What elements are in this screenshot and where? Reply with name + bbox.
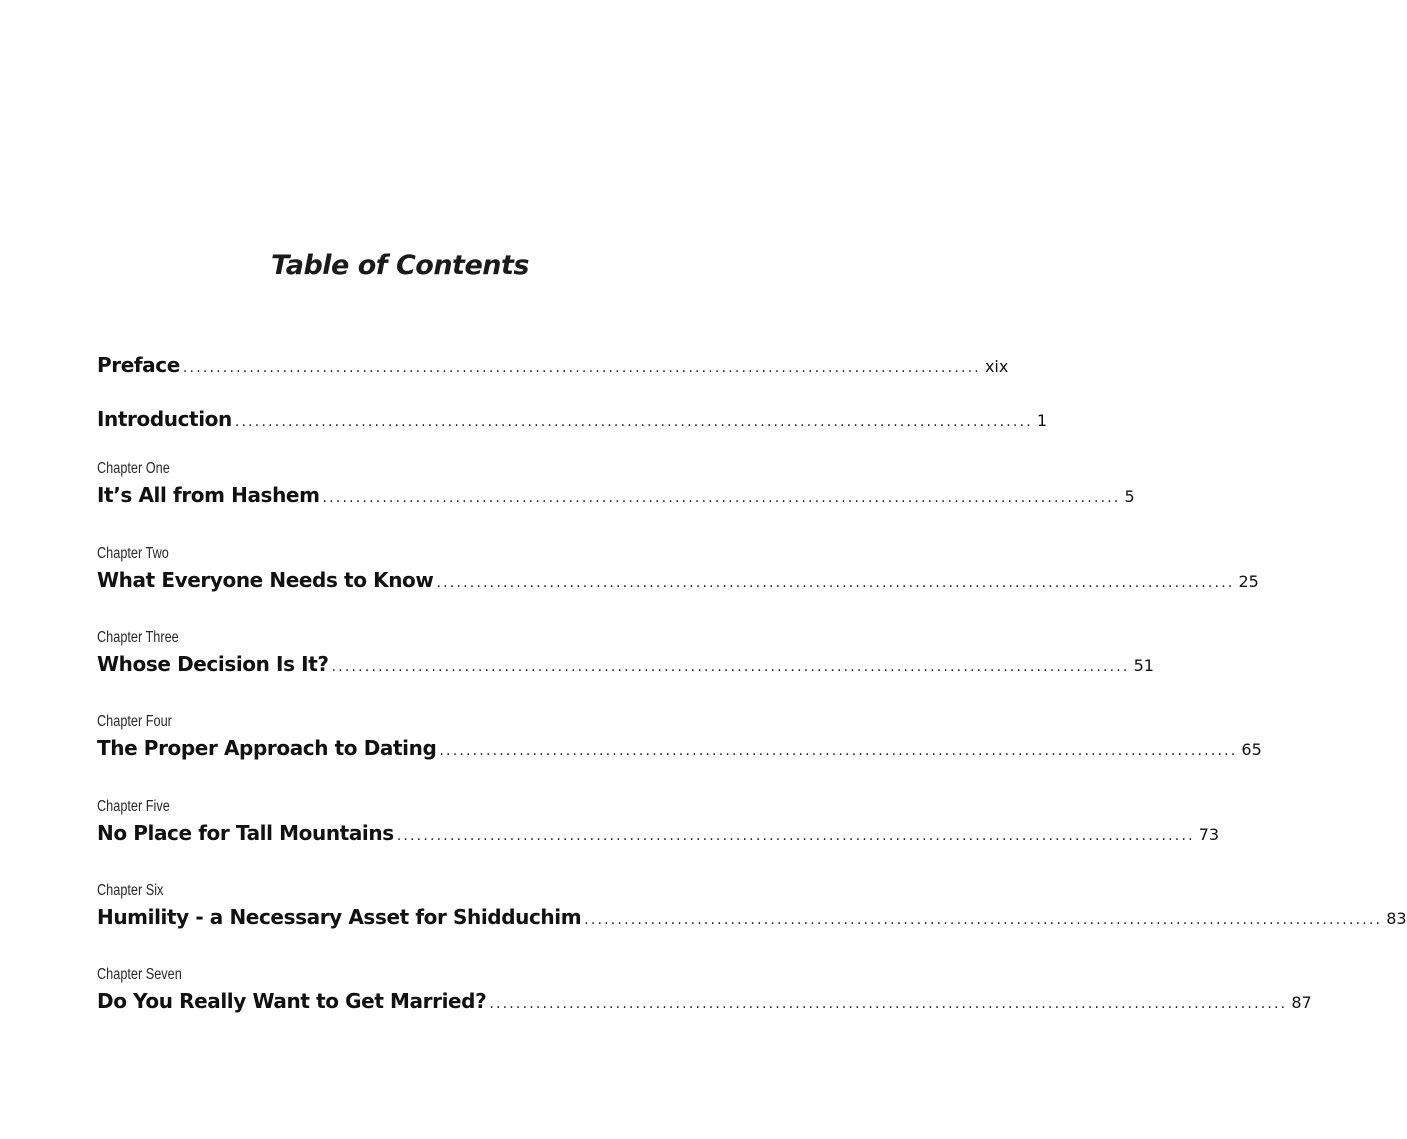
toc-entry-line	[97, 350, 1009, 380]
toc-entry-introduction[interactable]	[97, 404, 1048, 434]
dot-leader: ........................................................................................................................	[489, 996, 1288, 1012]
entry-title: Whose Decision Is It?	[97, 652, 329, 676]
entry-title: It’s All from Hashem	[97, 483, 320, 507]
page-number: 83	[1386, 909, 1407, 928]
entry-title: What Everyone Needs to Know	[97, 568, 434, 592]
toc-entry-line	[97, 480, 1135, 510]
dot-leader: ........................................................................................................................	[322, 490, 1121, 506]
dot-leader: ........................................................................................................................	[331, 659, 1130, 675]
toc-entry-line	[97, 986, 1312, 1016]
chapter-label: Chapter One	[97, 460, 170, 477]
page-number: 1	[1036, 411, 1048, 430]
toc-entry-line	[97, 902, 1407, 932]
chapter-label: Chapter Six	[97, 882, 164, 899]
toc-entry-preface[interactable]	[97, 350, 1009, 380]
toc-entry-line	[97, 565, 1259, 595]
entry-title: Preface	[97, 353, 180, 377]
entry-title: Introduction	[97, 407, 232, 431]
entry-title: The Proper Approach to Dating	[97, 736, 437, 760]
page-number: 87	[1291, 993, 1312, 1012]
entry-title: Humility - a Necessary Asset for Shidduchim	[97, 905, 582, 929]
toc-entry-chapter-7[interactable]	[97, 964, 1312, 1016]
toc-entry-line	[97, 818, 1220, 848]
dot-leader: ........................................................................................................................	[234, 414, 1033, 430]
chapter-label: Chapter Three	[97, 629, 179, 646]
dot-leader: ........................................................................................................................	[439, 743, 1238, 759]
toc-entry-chapter-6[interactable]	[97, 880, 1407, 932]
page-number: 65	[1241, 740, 1262, 759]
chapter-label: Chapter Four	[97, 713, 172, 730]
toc-entry-chapter-5[interactable]	[97, 796, 1220, 848]
page-number: xix	[984, 357, 1009, 376]
page-number: 25	[1238, 572, 1259, 591]
page-number: 5	[1124, 487, 1135, 506]
toc-entry-line	[97, 404, 1048, 434]
toc-entry-line	[97, 733, 1262, 763]
dot-leader: ........................................................................................................................	[584, 912, 1383, 928]
chapter-label: Chapter Five	[97, 798, 170, 815]
entry-title: No Place for Tall Mountains	[97, 821, 394, 845]
dot-leader: ........................................................................................................................	[396, 828, 1195, 844]
toc-entry-chapter-1[interactable]	[97, 458, 1135, 510]
dot-leader: ........................................................................................................................	[436, 575, 1235, 591]
chapter-label: Chapter Two	[97, 545, 169, 562]
toc-entry-chapter-3[interactable]	[97, 627, 1154, 679]
page-number: 73	[1198, 825, 1220, 844]
page-number: 51	[1133, 656, 1154, 675]
page-title: Table of Contents	[271, 250, 529, 281]
dot-leader: ........................................................................................................................	[182, 360, 981, 376]
chapter-label: Chapter Seven	[97, 966, 182, 983]
toc-entry-chapter-4[interactable]	[97, 711, 1262, 763]
entry-title: Do You Really Want to Get Married?	[97, 989, 487, 1013]
toc-entry-chapter-2[interactable]	[97, 543, 1259, 595]
toc-entry-line	[97, 649, 1154, 679]
